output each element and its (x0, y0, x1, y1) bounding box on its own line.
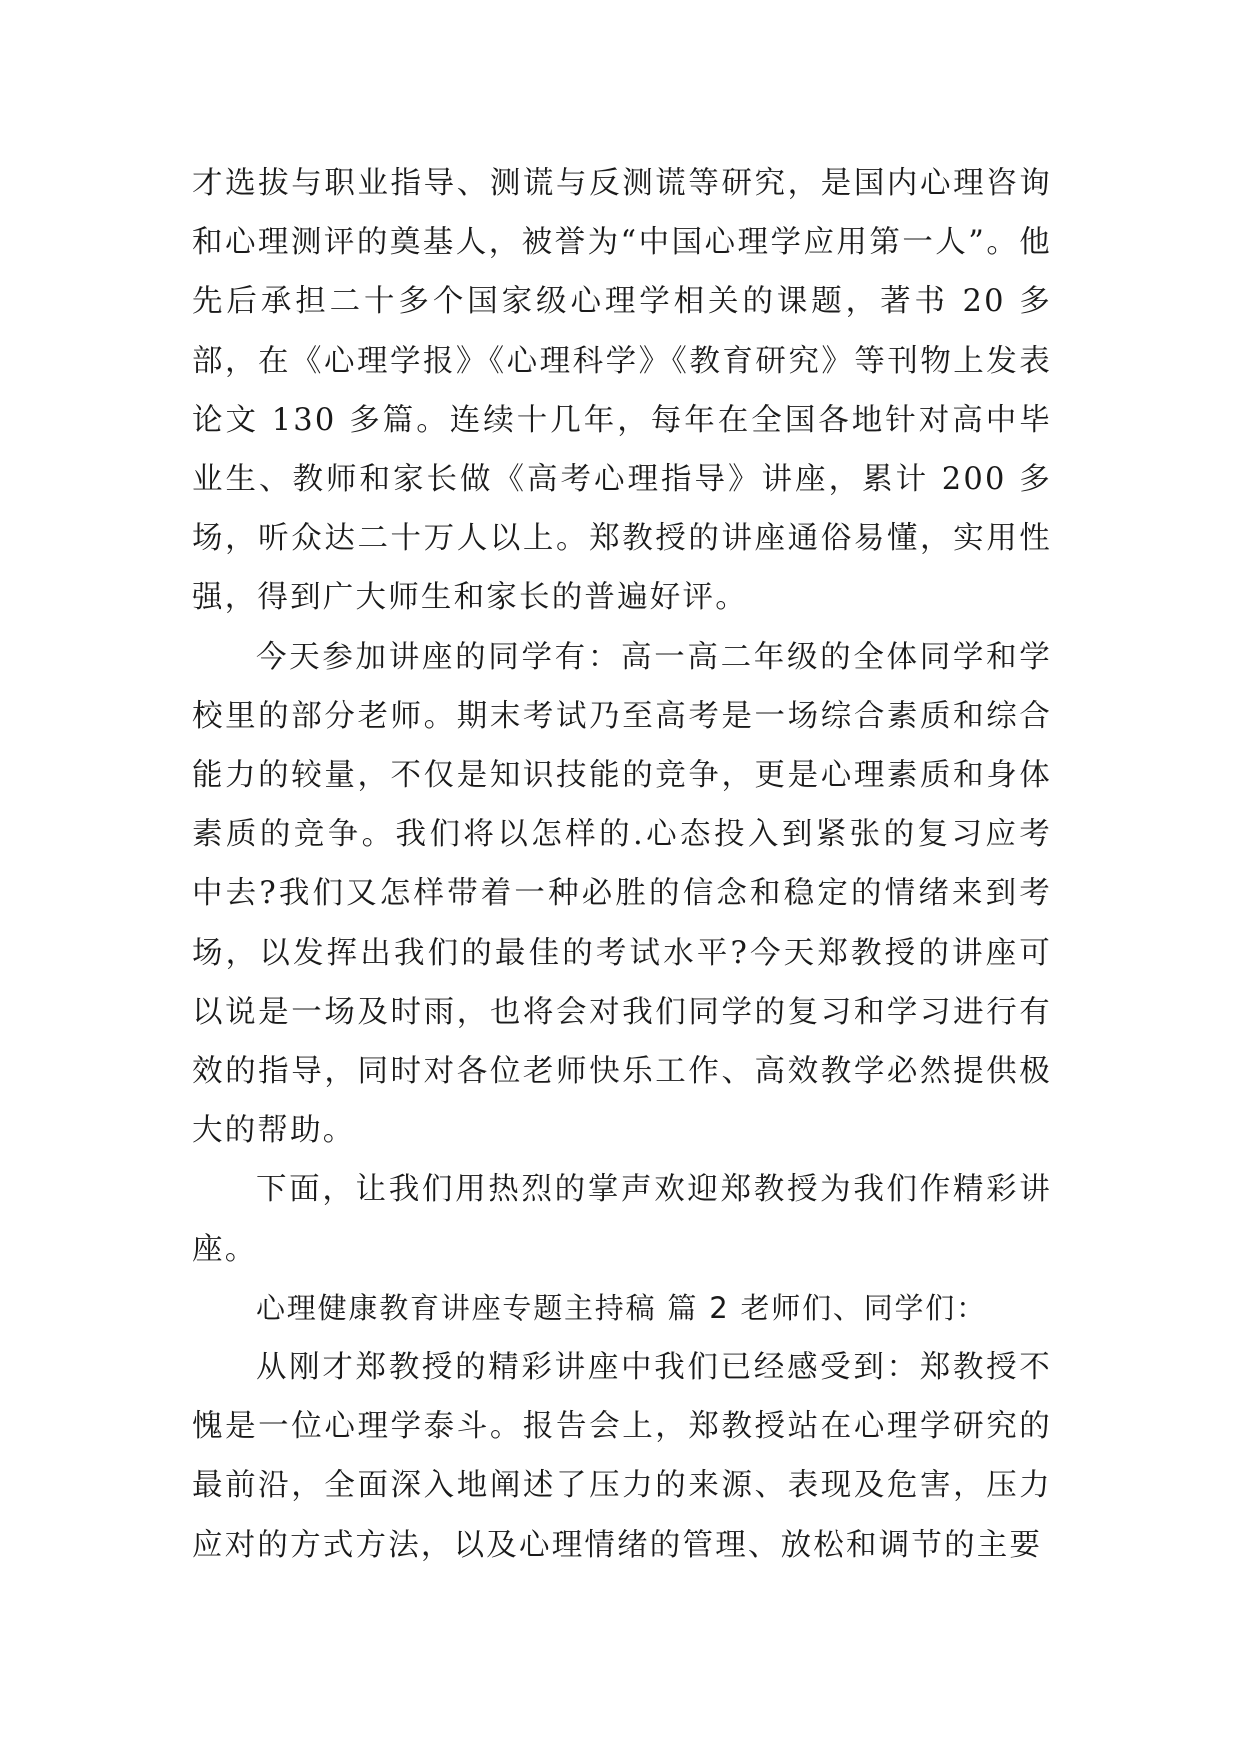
body-text (192, 154, 1052, 1575)
paragraph-closing: 从刚才郑教授的精彩讲座中我们已经感受到：郑教授不愧是一位心理学泰斗。报告会上，郑教授站在心理学研究的最前沿，全面深入地阐述了压力的来源、表现及危害，压力应对的方式方法，以及心理情绪的管理、放松和调节的主要 (192, 1350, 1052, 1563)
paragraph-audience: 今天参加讲座的同学有：高一高二年级的全体同学和学校里的部分老师。期末考试乃至高考是一场综合素质和综合能力的较量，不仅是知识技能的竞争，更是心理素质和身体素质的竞争。我们将以怎样的.心态投入到紧张的复习应考中去?我们又怎样带着一种必胜的信念和稳定的情绪来到考场，以发挥出我们的最佳的考试水平?今天郑教授的讲座可以说是一场及时雨，也将会对我们同学的复习和学习进行有效的指导，同时对各位老师快乐工作、高效教学必然提供极大的帮助。 (192, 639, 1052, 1149)
paragraph-welcome: 下面，让我们用热烈的掌声欢迎郑教授为我们作精彩讲座。 (192, 1172, 1052, 1267)
section-heading: 心理健康教育讲座专题主持稿 篇 2 老师们、同学们： (256, 1290, 987, 1325)
paragraph-continuation: 才选拔与职业指导、测谎与反测谎等研究，是国内心理咨询和心理测评的奠基人，被誉为“中国心理学应用第一人”。他先后承担二十多个国家级心理学相关的课题，著书 20 多部，在《心理学报》《心理科学》《教育研究》等刊物上发表论文 130 多篇。连续十几年，每年在全国各地针对高中毕业生、教师和家长做《高考心理指导》讲座，累计 200 多场，听众达二十万人以上。郑教授的讲座通俗易懂，实用性强，得到广大师生和家长的普遍好评。 (192, 166, 1052, 616)
